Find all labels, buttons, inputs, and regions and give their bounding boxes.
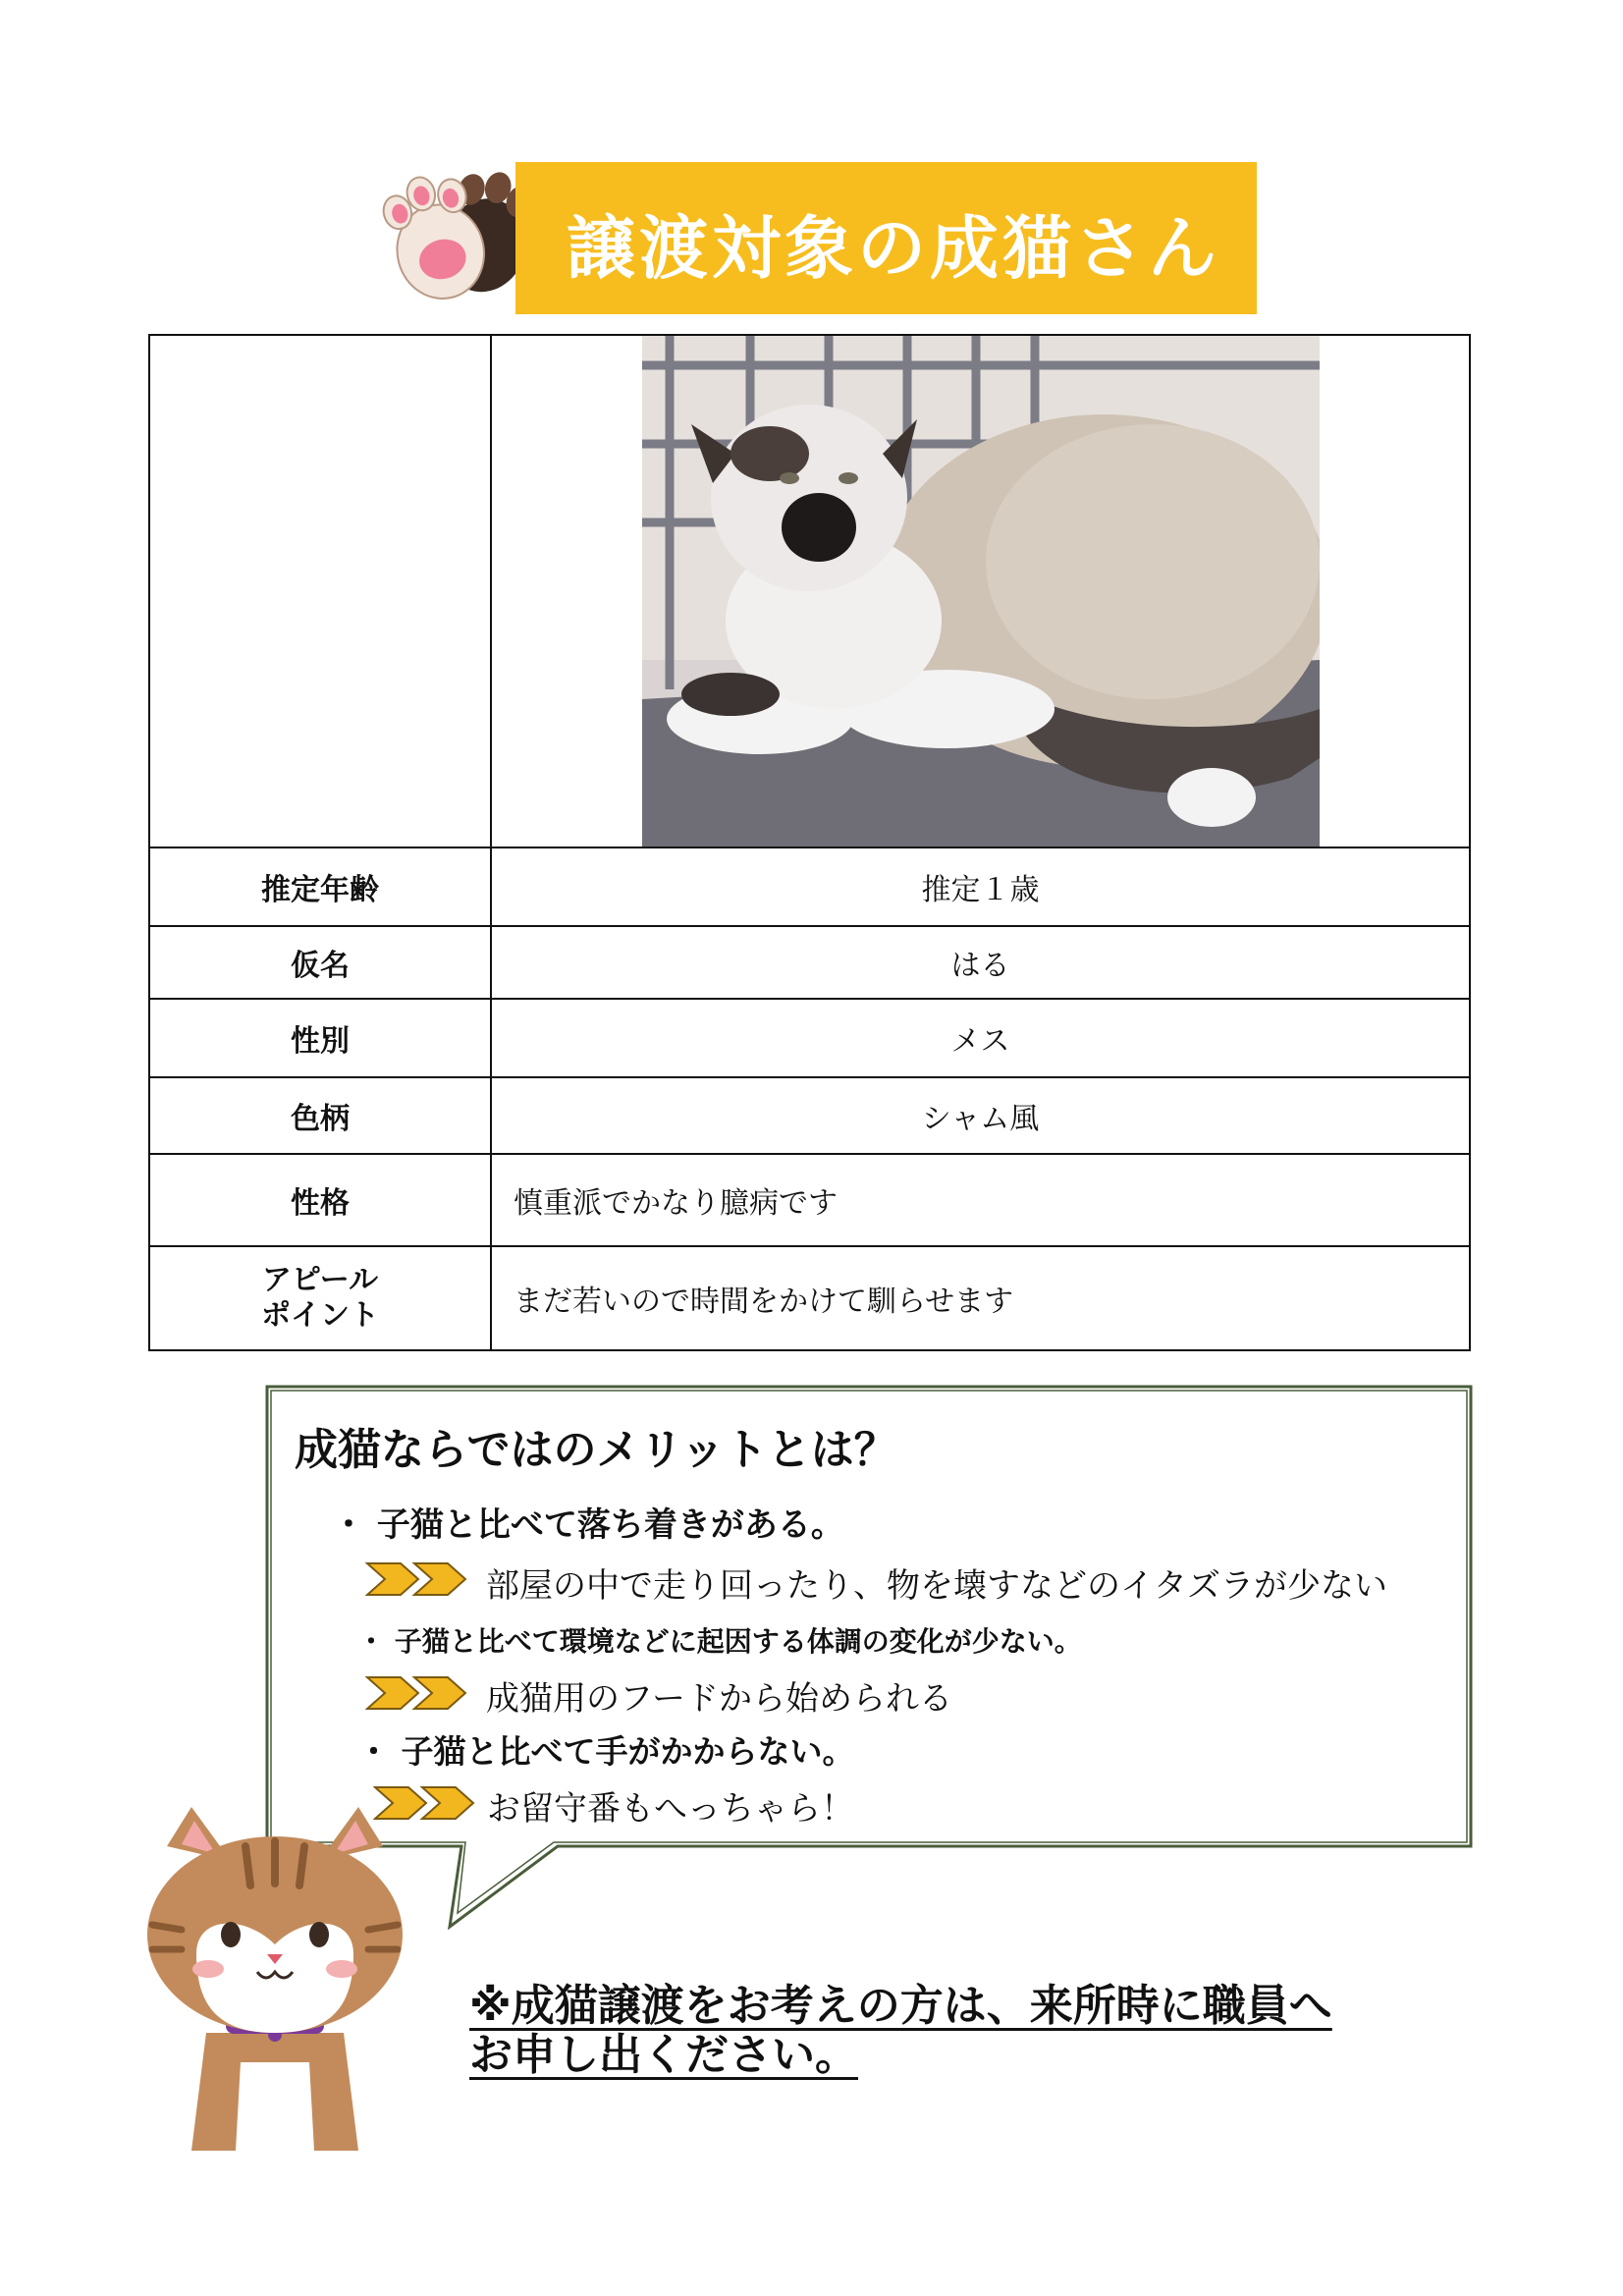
merits-title: 成猫ならではのメリットとは？ [295, 1425, 897, 1475]
adoption-notice [469, 1982, 1432, 2080]
row-value: 慎重派でかなり臆病です [491, 1154, 1470, 1246]
row-value: まだ若いので時間をかけて馴らせます [491, 1246, 1470, 1350]
row-value: 推定１歳 [491, 847, 1470, 926]
double-chevron-icon [365, 1561, 473, 1597]
notice-line: お申し出ください。 [469, 2030, 858, 2080]
row-label-line: ポイント [261, 1298, 379, 1333]
merit-detail: 成猫用のフードから始められる [486, 1679, 952, 1719]
row-value: シャム風 [491, 1077, 1470, 1154]
notice-line: ※成猫譲渡をお考えの方は、来所時に職員へ [469, 1981, 1332, 2031]
merit-detail: お留守番もへっちゃら！ [487, 1789, 854, 1829]
row-value: メス [491, 999, 1470, 1077]
row-label: 性格 [149, 1154, 491, 1246]
merit-point: ・ 子猫と比べて手がかからない。 [357, 1732, 855, 1771]
row-label: 仮名 [149, 926, 491, 999]
page-title: 譲渡対象の成猫さん [567, 208, 1220, 289]
double-chevron-icon [365, 1675, 473, 1711]
row-label: 推定年齢 [149, 847, 491, 926]
merit-point: ・ 子猫と比べて落ち着きがある。 [332, 1505, 844, 1545]
row-label: 色柄 [149, 1077, 491, 1154]
merit-point: ・ 子猫と比べて環境などに起因する体調の変化が少ない。 [357, 1625, 1082, 1658]
row-label-line: アピール [261, 1263, 379, 1297]
row-value: はる [491, 926, 1470, 999]
row-label: 性別 [149, 999, 491, 1077]
cat-mascot-icon [137, 1807, 412, 2151]
merit-detail: 部屋の中で走り回ったり、物を壊すなどのイタズラが少ない [486, 1566, 1387, 1606]
